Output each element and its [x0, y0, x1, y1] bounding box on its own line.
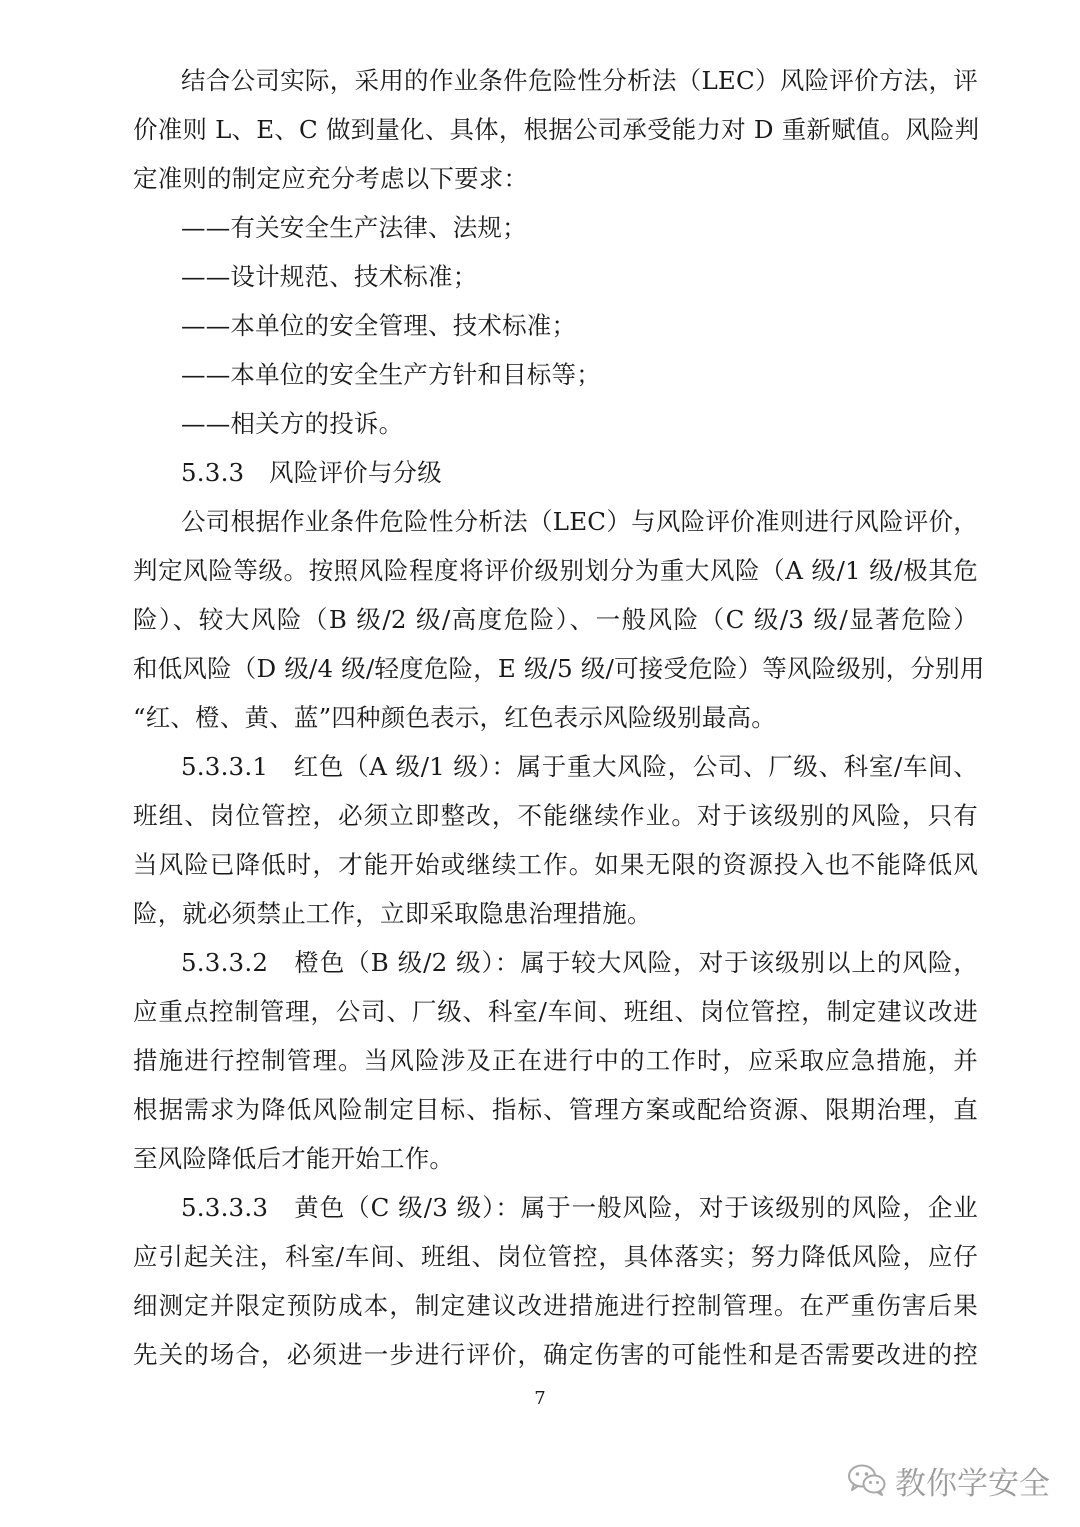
- paragraph-line: 细测定并限定预防成本，制定建议改进措施进行控制管理。在严重伤害后果: [133, 1291, 978, 1320]
- paragraph-line: 公司根据作业条件危险性分析法（LEC）与风险评价准则进行风险评价，: [181, 507, 978, 536]
- watermark: [847, 1458, 1050, 1502]
- paragraph-line: 班组、岗位管控，必须立即整改，不能继续作业。对于该级别的风险，只有: [133, 801, 978, 830]
- list-item: ——有关安全生产法律、法规；: [181, 213, 527, 242]
- wechat-icon: [847, 1463, 887, 1497]
- paragraph-line: 至风险降低后才能开始工作。: [133, 1144, 455, 1173]
- watermark-text: 教你学安全: [895, 1465, 1050, 1502]
- paragraph-line: 应引起关注，科室/车间、班组、岗位管控，具体落实；努力降低风险，应仔: [133, 1242, 978, 1271]
- paragraph-line: 根据需求为降低风险制定目标、指标、管理方案或配给资源、限期治理，直: [133, 1095, 978, 1124]
- paragraph-line: 先关的场合，必须进一步进行评价，确定伤害的可能性和是否需要改进的控: [133, 1340, 978, 1369]
- paragraph-line: 措施进行控制管理。当风险涉及正在进行中的工作时，应采取应急措施，并: [133, 1046, 978, 1075]
- page-number: 7: [534, 1388, 546, 1409]
- paragraph-line: 价准则 L、E、C 做到量化、具体，根据公司承受能力对 D 重新赋值。风险判: [133, 115, 980, 144]
- subsection-line: 5.3.3.3 黄色（C 级/3 级）：属于一般风险，对于该级别的风险，企业: [181, 1193, 978, 1222]
- paragraph-line: 应重点控制管理，公司、厂级、科室/车间、班组、岗位管控，制定建议改进: [133, 997, 978, 1026]
- list-item: ——本单位的安全管理、技术标准；: [181, 311, 577, 340]
- subsection-line: 5.3.3.1 红色（A 级/1 级）：属于重大风险，公司、厂级、科室/车间、: [181, 752, 978, 781]
- list-item: ——设计规范、技术标准；: [181, 262, 478, 291]
- paragraph-line: 结合公司实际，采用的作业条件危险性分析法（LEC）风险评价方法，评: [181, 66, 978, 95]
- paragraph-line: 判定风险等级。按照风险程度将评价级别划分为重大风险（A 级/1 级/极其危: [133, 556, 978, 585]
- section-heading: 5.3.3 风险评价与分级: [181, 458, 442, 487]
- subsection-line: 5.3.3.2 橙色（B 级/2 级）：属于较大风险，对于该级别以上的风险，: [181, 948, 978, 977]
- paragraph-line: 当风险已降低时，才能开始或继续工作。如果无限的资源投入也不能降低风: [133, 850, 978, 879]
- paragraph-line: 险，就必须禁止工作，立即采取隐患治理措施。: [133, 899, 652, 928]
- paragraph-line: “红、橙、黄、蓝”四种颜色表示，红色表示风险级别最高。: [133, 703, 776, 732]
- paragraph-line: 定准则的制定应充分考虑以下要求：: [133, 164, 529, 193]
- list-item: ——本单位的安全生产方针和目标等；: [181, 360, 601, 389]
- paragraph-line: 险）、较大风险（B 级/2 级/高度危险）、一般风险（C 级/3 级/显著危险）: [133, 605, 978, 634]
- list-item: ——相关方的投诉。: [181, 409, 404, 438]
- paragraph-line: 和低风险（D 级/4 级/轻度危险，E 级/5 级/可接受危险）等风险级别，分别用: [133, 654, 985, 683]
